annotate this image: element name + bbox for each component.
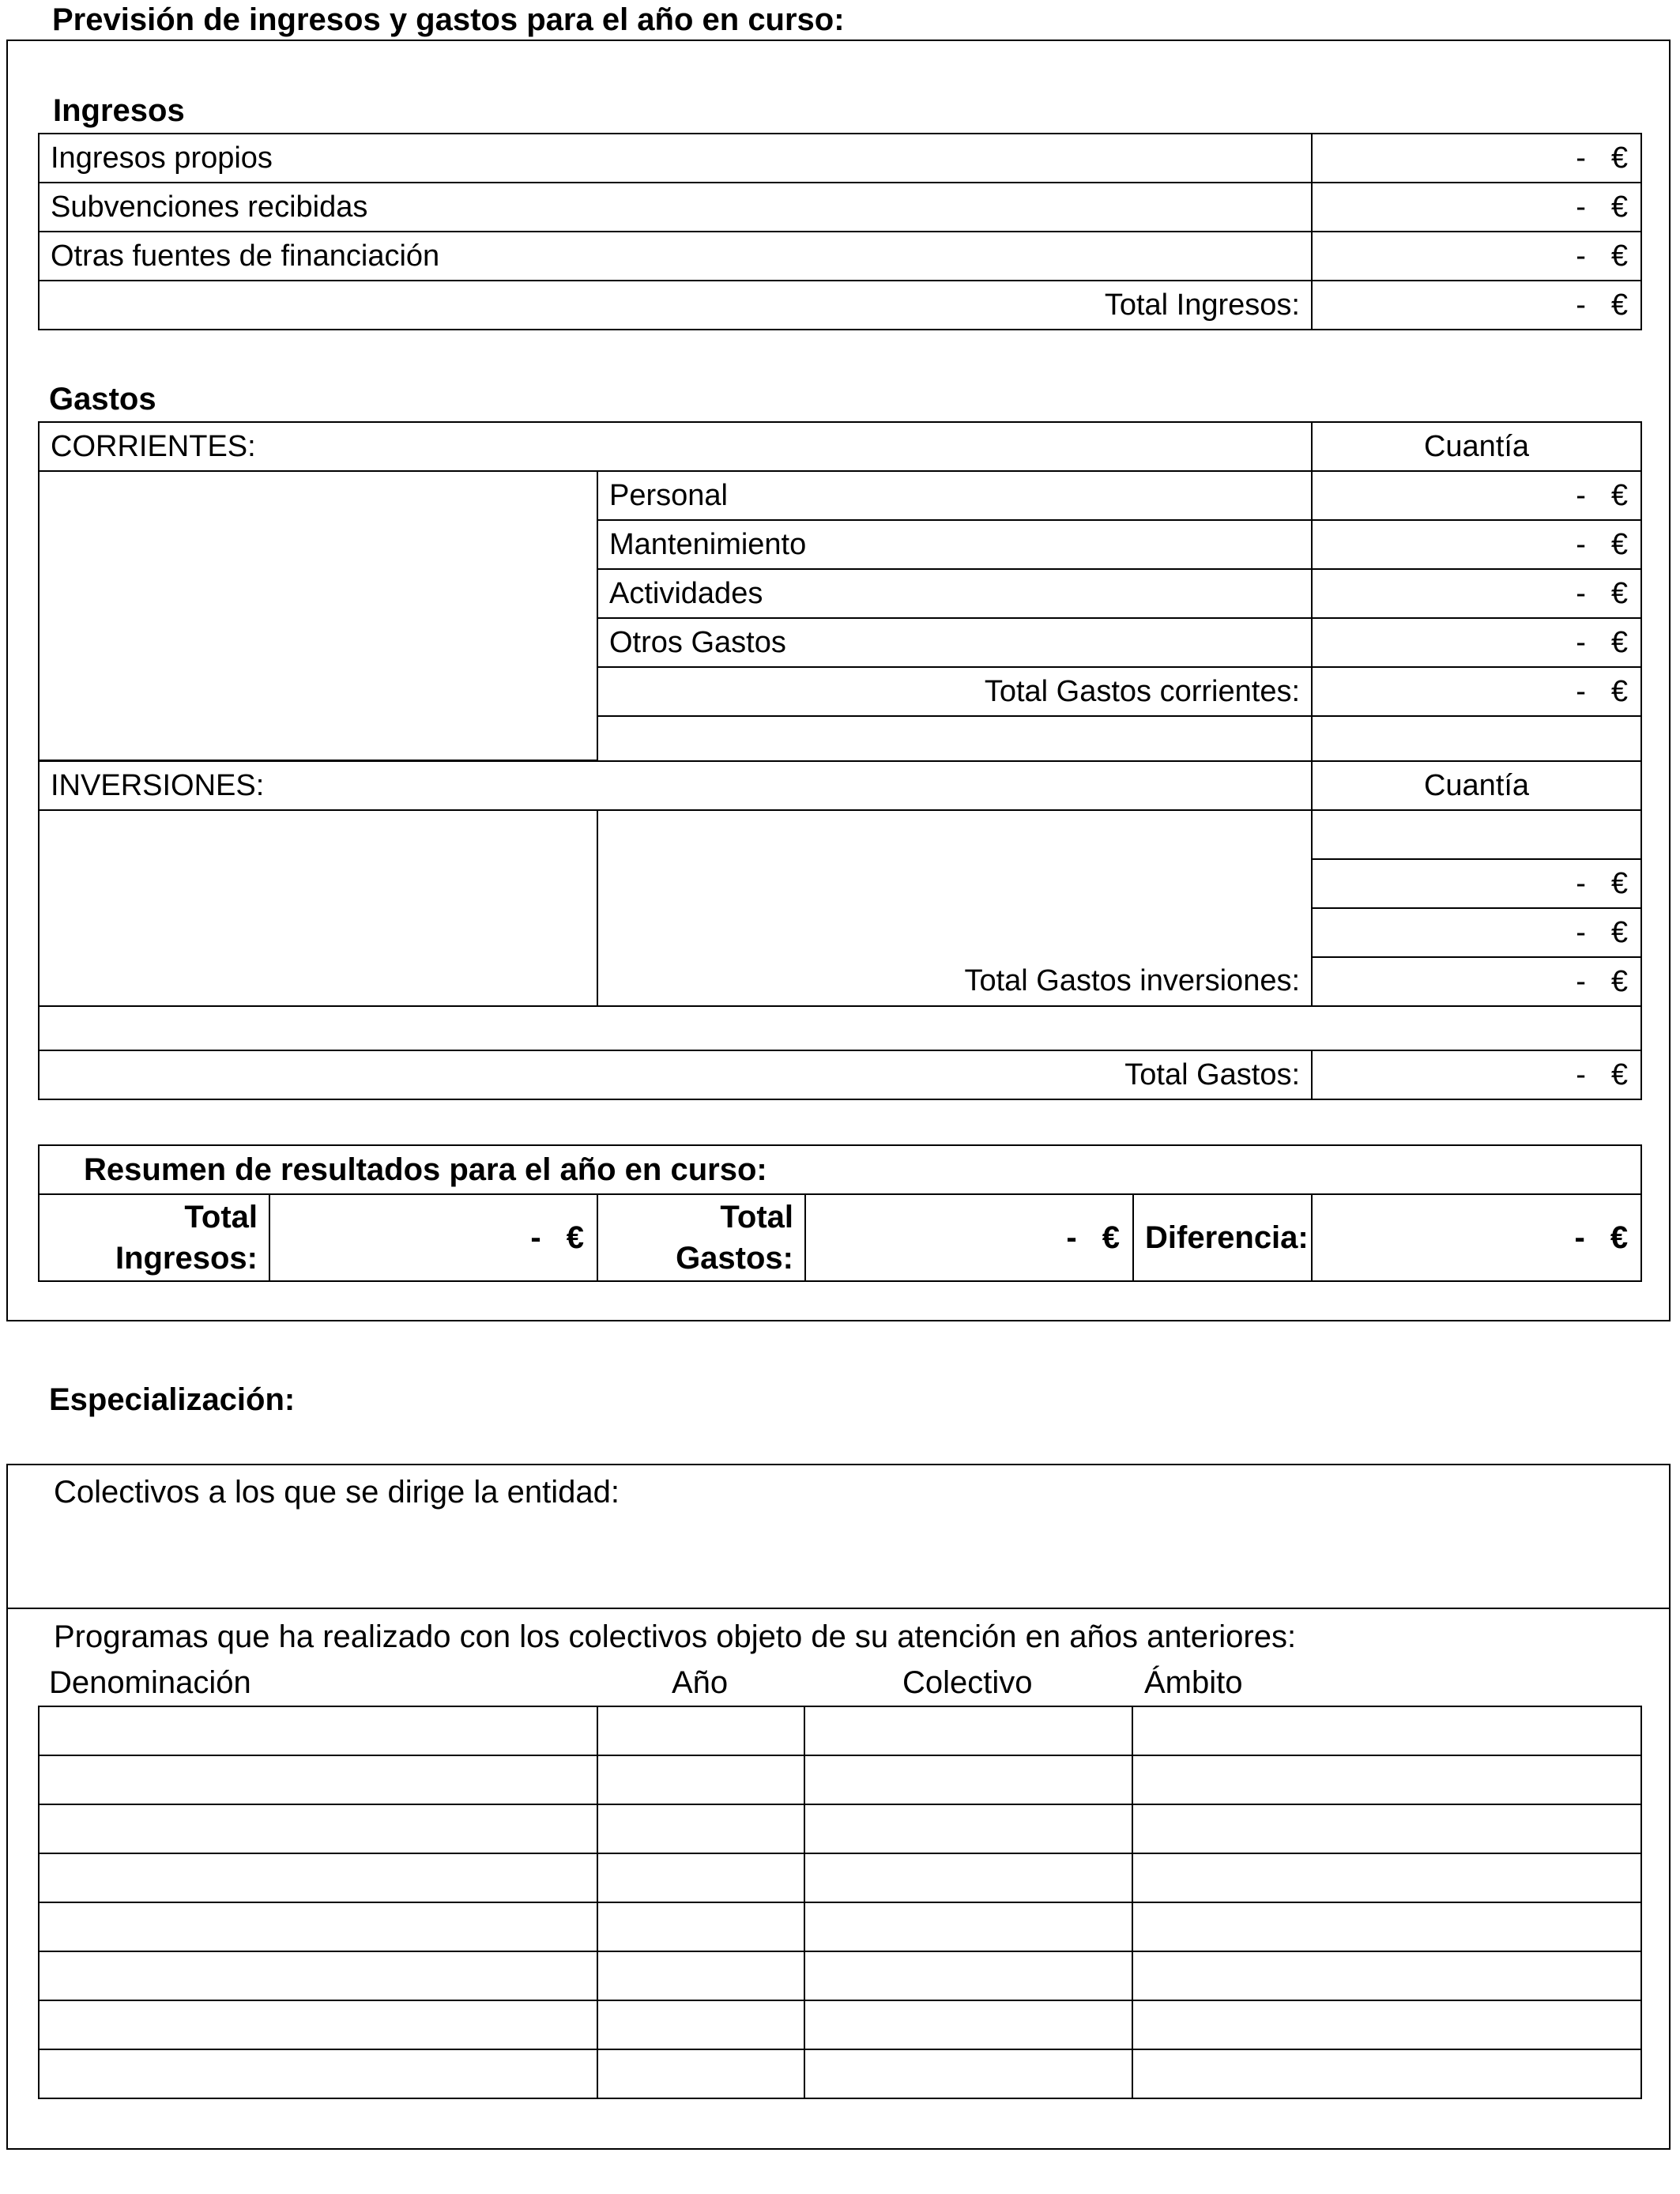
especializacion-title: Especialización: xyxy=(49,1382,296,1417)
denominacion-cell[interactable] xyxy=(39,1902,597,1951)
prevision-title: Previsión de ingresos y gastos para el año en curso: xyxy=(52,2,845,37)
resumen-ingresos-amount[interactable]: - € xyxy=(269,1194,597,1281)
ano-cell[interactable] xyxy=(597,2049,804,2098)
corrientes-row-amount[interactable]: - € xyxy=(1312,520,1641,569)
ingresos-row xyxy=(39,232,1641,281)
table-row xyxy=(39,1755,1641,1804)
colectivo-cell[interactable] xyxy=(804,2000,1132,2049)
inversiones-cuantia-header: Cuantía xyxy=(1312,761,1641,810)
ingresos-total-amount[interactable]: - € xyxy=(1312,281,1641,330)
inversiones-total-amount[interactable]: - € xyxy=(1312,957,1641,1006)
colectivo-cell[interactable] xyxy=(804,1755,1132,1804)
table-row xyxy=(39,2049,1641,2098)
denominacion-cell[interactable] xyxy=(39,1951,597,2000)
inversiones-blank-left xyxy=(39,810,597,1006)
ingresos-row-amount[interactable]: - € xyxy=(1312,232,1641,281)
ano-cell[interactable] xyxy=(597,1853,804,1902)
inversiones-total-label: Total Gastos inversiones: xyxy=(597,957,1312,1006)
corrientes-cuantia-header: Cuantía xyxy=(1312,422,1641,471)
colectivo-cell[interactable] xyxy=(804,1804,1132,1853)
inversiones-table xyxy=(38,760,1642,1100)
especializacion-divider xyxy=(6,1608,1671,1609)
inversiones-row-amount[interactable]: - € xyxy=(1312,859,1641,908)
corrientes-blank xyxy=(39,471,597,760)
corrientes-row-amount[interactable]: - € xyxy=(1312,471,1641,520)
inversiones-empty-amount[interactable] xyxy=(1312,810,1641,859)
column-header-ambito: Ámbito xyxy=(1144,1665,1243,1700)
corrientes-row xyxy=(39,471,1641,520)
programas-table xyxy=(38,1706,1642,2099)
colectivo-cell[interactable] xyxy=(804,2049,1132,2098)
gastos-total-label: Total Gastos: xyxy=(39,1050,1312,1099)
table-row xyxy=(39,1951,1641,2000)
ambito-cell[interactable] xyxy=(1132,2049,1641,2098)
denominacion-cell[interactable] xyxy=(39,2000,597,2049)
ambito-cell[interactable] xyxy=(1132,1706,1641,1755)
resumen-table xyxy=(38,1144,1642,1282)
ano-cell[interactable] xyxy=(597,1706,804,1755)
corrientes-table xyxy=(38,421,1642,761)
programas-label: Programas que ha realizado con los colectivos objeto de su atención en años anteriores: xyxy=(54,1619,1297,1654)
table-row xyxy=(39,2000,1641,2049)
corrientes-total-label: Total Gastos corrientes: xyxy=(597,667,1312,716)
ingresos-row-amount[interactable]: - € xyxy=(1312,134,1641,183)
ambito-cell[interactable] xyxy=(1132,1804,1641,1853)
corrientes-row-label: Personal xyxy=(597,471,1312,520)
ingresos-row-label: Ingresos propios xyxy=(39,134,1312,183)
inversiones-blank-mid xyxy=(597,810,1312,957)
ambito-cell[interactable] xyxy=(1132,1951,1641,2000)
column-header-denominacion: Denominación xyxy=(49,1665,251,1700)
corrientes-row-label: Mantenimiento xyxy=(597,520,1312,569)
table-row xyxy=(39,1902,1641,1951)
ingresos-total-label: Total Ingresos: xyxy=(39,281,1312,330)
gastos-total-amount[interactable]: - € xyxy=(1312,1050,1641,1099)
corrientes-total-amount[interactable]: - € xyxy=(1312,667,1641,716)
corrientes-row-amount[interactable]: - € xyxy=(1312,569,1641,618)
corrientes-label: CORRIENTES: xyxy=(39,422,1312,471)
corrientes-row-label: Otros Gastos xyxy=(597,618,1312,667)
corrientes-row-amount[interactable]: - € xyxy=(1312,618,1641,667)
colectivo-cell[interactable] xyxy=(804,1853,1132,1902)
ambito-cell[interactable] xyxy=(1132,1755,1641,1804)
ingresos-total-row xyxy=(39,281,1641,330)
ambito-cell[interactable] xyxy=(1132,2000,1641,2049)
ano-cell[interactable] xyxy=(597,2000,804,2049)
resumen-title: Resumen de resultados para el año en curso: xyxy=(39,1145,1641,1194)
colectivo-cell[interactable] xyxy=(804,1706,1132,1755)
gastos-total-row xyxy=(39,1050,1641,1099)
ano-cell[interactable] xyxy=(597,1755,804,1804)
resumen-gastos-label: Total Gastos: xyxy=(597,1194,805,1281)
ingresos-row xyxy=(39,183,1641,232)
denominacion-cell[interactable] xyxy=(39,1755,597,1804)
denominacion-cell[interactable] xyxy=(39,1853,597,1902)
inversiones-spacer xyxy=(39,1006,1641,1050)
column-header-ano: Año xyxy=(672,1665,729,1700)
ano-cell[interactable] xyxy=(597,1951,804,2000)
gastos-heading: Gastos xyxy=(49,382,156,417)
ano-cell[interactable] xyxy=(597,1902,804,1951)
ano-cell[interactable] xyxy=(597,1804,804,1853)
colectivo-cell[interactable] xyxy=(804,1902,1132,1951)
denominacion-cell[interactable] xyxy=(39,2049,597,2098)
corrientes-row-label: Actividades xyxy=(597,569,1312,618)
table-row xyxy=(39,1804,1641,1853)
denominacion-cell[interactable] xyxy=(39,1804,597,1853)
inversiones-row-amount[interactable]: - € xyxy=(1312,908,1641,957)
colectivos-label: Colectivos a los que se dirige la entidad: xyxy=(54,1475,620,1510)
ambito-cell[interactable] xyxy=(1132,1853,1641,1902)
ingresos-table xyxy=(38,133,1642,330)
inversiones-label: INVERSIONES: xyxy=(39,761,1312,810)
table-row xyxy=(39,1706,1641,1755)
column-header-colectivo: Colectivo xyxy=(902,1665,1033,1700)
resumen-ingresos-label: Total Ingresos: xyxy=(39,1194,269,1281)
ambito-cell[interactable] xyxy=(1132,1902,1641,1951)
ingresos-heading: Ingresos xyxy=(53,93,185,128)
ingresos-row-label: Otras fuentes de financiación xyxy=(39,232,1312,281)
ingresos-row-amount[interactable]: - € xyxy=(1312,183,1641,232)
ingresos-row-label: Subvenciones recibidas xyxy=(39,183,1312,232)
table-row xyxy=(39,1853,1641,1902)
denominacion-cell[interactable] xyxy=(39,1706,597,1755)
resumen-gastos-amount[interactable]: - € xyxy=(805,1194,1133,1281)
resumen-diferencia-label: Diferencia: xyxy=(1133,1194,1312,1281)
resumen-diferencia-amount[interactable]: - € xyxy=(1312,1194,1641,1281)
ingresos-row xyxy=(39,134,1641,183)
colectivo-cell[interactable] xyxy=(804,1951,1132,2000)
